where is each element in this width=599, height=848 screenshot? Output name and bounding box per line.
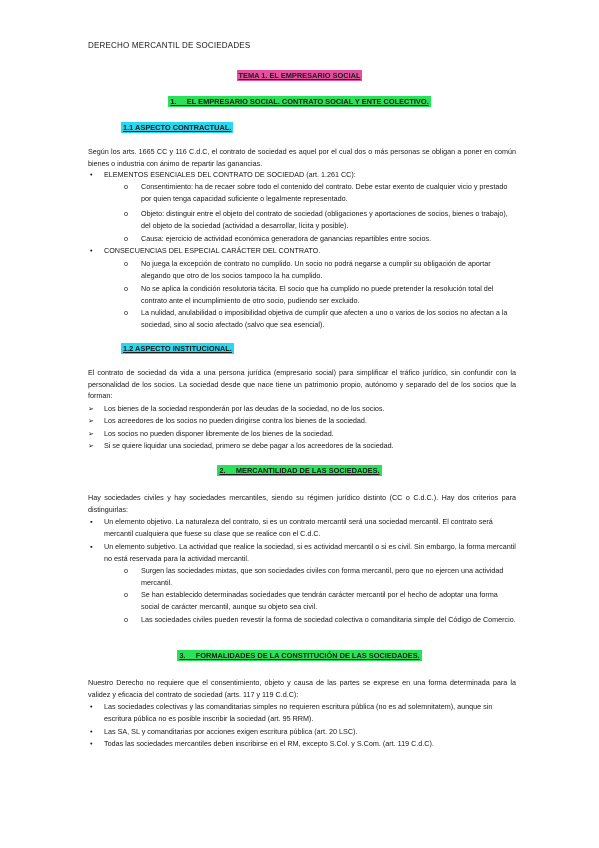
bullet-arrow: ➢ <box>88 404 95 413</box>
consequence-item: No juega la excepción de contrato no cumplido. Un socio no podrá negarse a cumplir su obligación de aportar alegando que otro de los socios tampoco la ha cumplido. <box>141 259 491 280</box>
section-1-heading <box>0 97 599 106</box>
element-item: Consentimiento: ha de recaer sobre todo el contenido del contrato. Debe estar exento de cualquier vicio y prestado por quien tenga capacidad suficiente o legalmente representado. <box>141 182 508 203</box>
consequences-title: CONSECUENCIAS DEL ESPECIAL CARÁCTER DEL CONTRATO. <box>104 246 321 255</box>
elements-title: ELEMENTOS ESENCIALES DEL CONTRATO DE SOCIEDAD (art. 1.261 CC): <box>104 170 356 179</box>
bullet-dot: • <box>90 246 93 255</box>
bullet-circle: o <box>124 308 128 317</box>
subjective-item: Se han establecido determinadas sociedades que tendrán carácter mercantil por el hecho de adoptar una forma social de carácter mercantil, aunque su objeto sea civil. <box>141 590 498 611</box>
bullet-dot: • <box>90 702 93 711</box>
bullet-arrow: ➢ <box>88 416 95 425</box>
bullet-circle: o <box>124 590 128 599</box>
criterion-subjective: Un elemento subjetivo. La actividad que realice la sociedad, si es actividad mercantil o si es civil. Sin embargo, la forma mercantil no está reservada para la actividad mercantil. <box>104 542 516 563</box>
tema-title-text: TEMA 1. EL EMPRESARIO SOCIAL <box>238 71 361 80</box>
bullet-circle: o <box>124 209 128 218</box>
section-1-title: 1. EL EMPRESARIO SOCIAL. CONTRATO SOCIAL Y ENTE COLECTIVO. <box>170 97 429 106</box>
subsection-1-1: 1.1 ASPECTO CONTRACTUAL. <box>123 123 232 132</box>
criterion-objective: Un elemento objetivo. La naturaleza del contrato, si es un contrato mercantil será una sociedad mercantil. El contrato será mercantil cualquiera que fuese su clase que se realice con el C.d.C. <box>104 517 493 538</box>
bullet-circle: o <box>124 182 128 191</box>
section-2-heading <box>0 466 599 475</box>
institutional-paragraph: El contrato de sociedad da vida a una persona jurídica (empresario social) para simplificar el tráfico jurídico, sin confundir con la personalidad de los socios. La sociedad desde que nace tiene un patrimonio propio, autónomo y separado del de los socios que la forman: <box>88 368 516 400</box>
formality-item: Las SA, SL y comanditarias por acciones exigen escritura pública (art. 20 LSC). <box>104 727 358 736</box>
section-2-title: 2. MERCANTILIDAD DE LAS SOCIEDADES. <box>219 466 380 475</box>
bullet-circle: o <box>124 284 128 293</box>
consequence-item: La nulidad, anulabilidad o imposibilidad objetiva de cumplir que afecten a uno o varios de los socios no afectan a la sociedad, sino al socio afectado (salvo que sea esencial). <box>141 308 508 329</box>
bullet-circle: o <box>124 234 128 243</box>
bullet-arrow: ➢ <box>88 429 95 438</box>
bullet-arrow: ➢ <box>88 441 95 450</box>
bullet-square: ▪ <box>90 542 93 551</box>
section-3-heading <box>0 651 599 660</box>
subjective-item: Surgen las sociedades mixtas, que son sociedades civiles con forma mercantil, pero que no ejercen una actividad mercantil. <box>141 566 504 587</box>
subjective-item: Las sociedades civiles pueden revestir la forma de sociedad colectiva o comanditaria simple del Código de Comercio. <box>141 615 516 624</box>
formalities-paragraph: Nuestro Derecho no requiere que el consentimiento, objeto y causa de las partes se exprese en una forma determinada para la validez y eficacia del contrato de sociedad (arts. 117 y 119 C.d.C): <box>88 678 516 699</box>
consequence-item: No se aplica la condición resolutoria tácita. El socio que ha cumplido no puede pretender la resolución total del contrato ante el incumplimiento de otro socio, pudiendo ser excluido. <box>141 284 494 305</box>
mercantility-paragraph: Hay sociedades civiles y hay sociedades mercantiles, siendo su régimen jurídico distinto (CC o C.d.C.). Hay dos criterios para distinguirlas: <box>88 493 516 514</box>
bullet-square: ▪ <box>90 517 93 526</box>
tema-title <box>0 71 599 80</box>
running-header: DERECHO MERCANTIL DE SOCIEDADES <box>88 41 251 50</box>
institutional-item: Los bienes de la sociedad responderán por las deudas de la sociedad, no de los socios. <box>104 404 385 413</box>
section-3-title: 3. FORMALIDADES DE LA CONSTITUCIÓN DE LAS SOCIEDADES. <box>179 651 420 660</box>
institutional-item: Los socios no pueden disponer libremente de los bienes de la sociedad. <box>104 429 334 438</box>
institutional-item: Los acreedores de los socios no pueden dirigirse contra los bienes de la sociedad. <box>104 416 367 425</box>
bullet-circle: o <box>124 259 128 268</box>
institutional-item: Si se quiere liquidar una sociedad, primero se debe pagar a los acreedores de la sociedad. <box>104 441 394 450</box>
formality-item: Todas las sociedades mercantiles deben inscribirse en el RM, excepto S.Col. y S.Com. (art. 119 C.d.C). <box>104 739 434 748</box>
contract-definition: Según los arts. 1665 CC y 116 C.d.C, el contrato de sociedad es aquel por el cual dos o más personas se obligan a poner en común bienes o industria con ánimo de repartir las ganancias. <box>88 147 516 168</box>
bullet-dot: • <box>90 170 93 179</box>
bullet-circle: o <box>124 615 128 624</box>
bullet-dot: • <box>90 727 93 736</box>
bullet-dot: • <box>90 739 93 748</box>
element-item: Objeto: distinguir entre el objeto del contrato de sociedad (obligaciones y aportaciones de socios, bienes o trabajo), del objeto de la sociedad (actividad a desarrollar, lícita y posible). <box>141 209 508 230</box>
element-item: Causa: ejercicio de actividad económica generadora de ganancias repartibles entre socios. <box>141 234 432 243</box>
bullet-circle: o <box>124 566 128 575</box>
subsection-1-2: 1.2 ASPECTO INSTITUCIONAL. <box>123 344 232 353</box>
formality-item: Las sociedades colectivas y las comanditarias simples no requieren escritura pública (no es ad solemnitatem), aunque sin escritura pública no es posible inscribir la sociedad (art. 95 RRM). <box>104 702 493 723</box>
